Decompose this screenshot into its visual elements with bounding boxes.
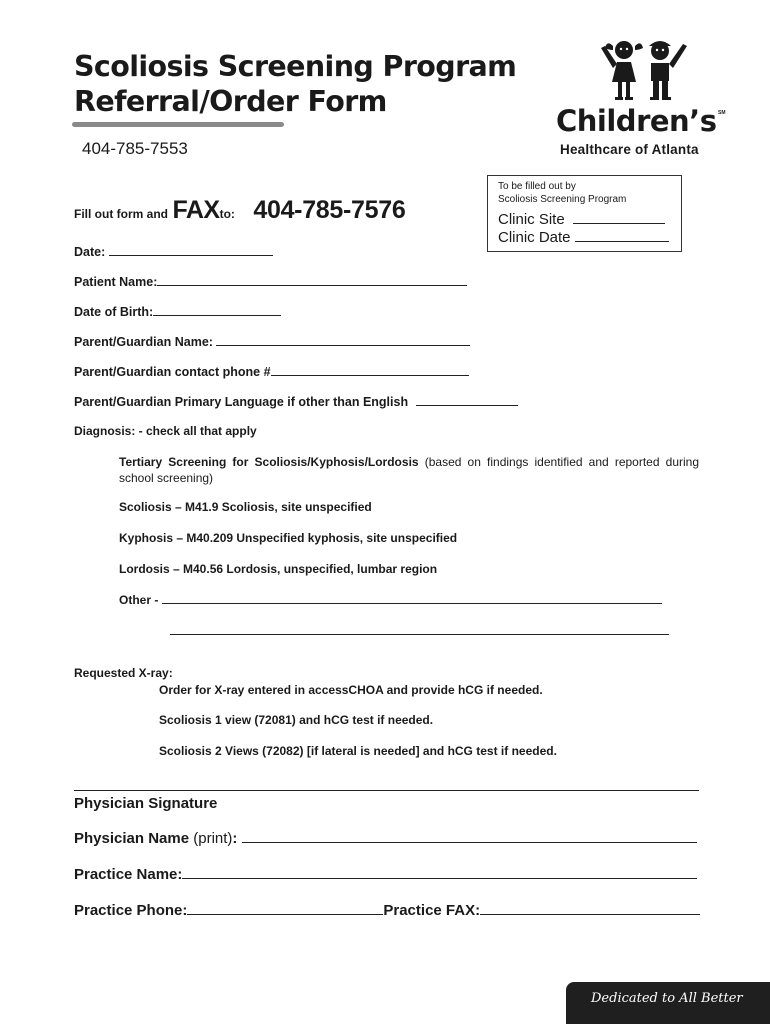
fax-instruction: [74, 196, 405, 225]
signature-line[interactable]: [74, 790, 699, 791]
fax-prefix: Fill out form and: [74, 207, 168, 221]
physician-name-label: Physician Name: [74, 830, 190, 847]
clinic-date-row: [498, 229, 671, 247]
parent-phone-label: Parent/Guardian contact phone #: [74, 365, 271, 379]
scoliosis-option[interactable]: Scoliosis – M41.9 Scoliosis, site unspecified: [119, 500, 372, 514]
tertiary-screening-note: (based on findings identified and reported during school screening): [119, 455, 700, 485]
physician-name-field[interactable]: [242, 829, 697, 843]
parent-language-field[interactable]: [416, 395, 518, 406]
physician-name-row: [74, 829, 697, 847]
date-row: [74, 245, 273, 259]
other-label: Other -: [119, 593, 159, 607]
practice-fax-label: Practice FAX:: [383, 902, 481, 919]
other-row: [119, 593, 662, 607]
parent-name-field[interactable]: [216, 335, 470, 346]
brand-subtitle: Healthcare of Atlanta: [560, 142, 699, 157]
parent-language-label: Parent/Guardian Primary Language if other than English: [74, 395, 409, 409]
practice-fax-field[interactable]: [480, 901, 700, 915]
xray-order-option[interactable]: Order for X-ray entered in accessCHOA and provide hCG if needed.: [159, 683, 543, 697]
practice-phone-field[interactable]: [187, 901, 383, 915]
footer-tagline: Dedicated to All Better: [591, 991, 743, 1006]
parent-name-row: [74, 335, 470, 349]
children-figures-icon: [598, 36, 698, 111]
physician-name-print: (print): [193, 830, 233, 847]
diagnosis-heading: Diagnosis: - check all that apply: [74, 424, 257, 438]
parent-phone-row: [74, 365, 469, 379]
clinic-date-field[interactable]: [575, 231, 669, 242]
tertiary-screening-option[interactable]: [119, 454, 699, 486]
parent-phone-field[interactable]: [271, 365, 469, 376]
fax-to: to:: [219, 207, 235, 221]
patient-name-row: [74, 275, 467, 289]
fax-number: 404-785-7576: [253, 196, 406, 224]
patient-name-label: Patient Name:: [74, 275, 158, 289]
clinic-note-line-2: Scoliosis Screening Program: [498, 193, 627, 205]
lordosis-option[interactable]: Lordosis – M40.56 Lordosis, unspecified, lumbar region: [119, 562, 438, 576]
program-phone: 404-785-7553: [82, 139, 188, 158]
parent-language-row: [74, 395, 518, 409]
form-title-line-1: Scoliosis Screening Program: [74, 50, 517, 83]
other-field-line-2[interactable]: [170, 634, 669, 635]
clinic-site-field[interactable]: [573, 213, 665, 224]
service-mark: SM: [718, 110, 726, 116]
patient-name-field[interactable]: [157, 275, 467, 286]
practice-name-label: Practice Name:: [74, 866, 183, 883]
other-field[interactable]: [162, 593, 662, 604]
date-label: Date:: [74, 245, 106, 259]
date-field[interactable]: [109, 245, 273, 256]
tertiary-screening-label: Tertiary Screening for Scoliosis/Kyphosis/Lordosis: [119, 455, 419, 469]
title-underline: [72, 122, 284, 127]
xray-heading: Requested X-ray:: [74, 666, 173, 680]
clinic-note-line-1: To be filled out by: [498, 181, 576, 192]
xray-2-views-option[interactable]: Scoliosis 2 Views (72082) [if lateral is needed] and hCG test if needed.: [159, 744, 557, 758]
clinic-box: [487, 175, 682, 252]
practice-phone-label: Practice Phone:: [74, 902, 188, 919]
dob-row: [74, 305, 281, 319]
clinic-site-label: Clinic Site: [498, 211, 565, 228]
brand-name: Children’s: [556, 104, 717, 138]
practice-name-row: [74, 865, 697, 883]
dob-label: Date of Birth:: [74, 305, 154, 319]
practice-phone-fax-row: [74, 901, 700, 919]
dob-field[interactable]: [153, 305, 281, 316]
clinic-date-label: Clinic Date: [498, 229, 571, 246]
physician-signature-label: Physician Signature: [74, 795, 218, 812]
parent-name-label: Parent/Guardian Name:: [74, 335, 213, 349]
form-title-line-2: Referral/Order Form: [74, 85, 387, 118]
xray-1-view-option[interactable]: Scoliosis 1 view (72081) and hCG test if needed.: [159, 713, 434, 727]
physician-name-colon: :: [232, 830, 238, 847]
kyphosis-option[interactable]: Kyphosis – M40.209 Unspecified kyphosis, site unspecified: [119, 531, 458, 545]
clinic-site-row: [498, 211, 671, 229]
practice-name-field[interactable]: [182, 865, 697, 879]
fax-word: FAX: [172, 196, 220, 224]
